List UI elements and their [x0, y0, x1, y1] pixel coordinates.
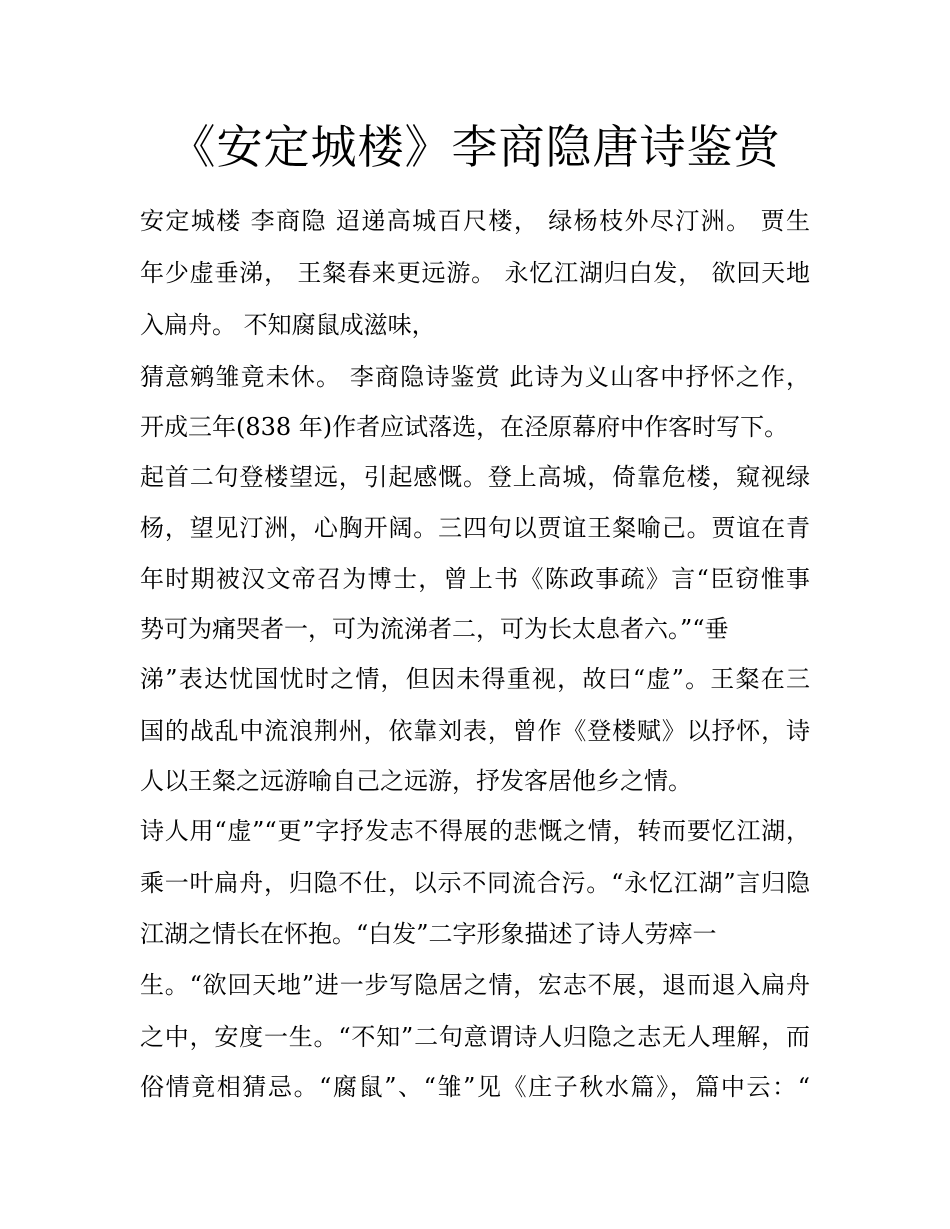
body-line: 杨，望见汀洲，心胸开阔。三四句以贾谊王粲喻己。贾谊在青 — [140, 514, 810, 542]
body-line: 开成三年(838 年)作者应试落选，在泾原幕府中作客时写下。 — [140, 413, 789, 441]
body-line: 生。“欲回天地”进一步写隐居之情，宏志不展，退而退入扁舟 — [140, 971, 810, 999]
body-line: 之中，安度一生。“不知”二句意谓诗人归隐之志无人理解，而 — [140, 1023, 810, 1051]
body-line: 猜意鹓雏竟未休。 李商隐诗鉴赏 此诗为义山客中抒怀之作， — [140, 363, 810, 391]
body-line: 安定城楼 李商隐 迢递高城百尺楼， 绿杨枝外尽汀洲。 贾生 — [140, 207, 810, 235]
body-line: 诗人用“虚”“更”字抒发志不得展的悲慨之情，转而要忆江湖， — [140, 817, 810, 845]
body-line: 乘一叶扁舟，归隐不仕，以示不同流合污。“永忆江湖”言归隐 — [140, 869, 810, 897]
body-line: 俗情竟相猜忌。“腐鼠”、“雏”见《庄子秋水篇》，篇中云：“ — [140, 1073, 810, 1101]
body-line: 江湖之情长在怀抱。“白发”二字形象描述了诗人劳瘁一 — [140, 920, 717, 948]
body-line: 涕”表达忧国忧时之情，但因未得重视，故曰“虚”。王粲在三 — [140, 665, 810, 693]
body-line: 起首二句登楼望远，引起感慨。登上高城，倚靠危楼，窥视绿 — [140, 463, 810, 491]
body-line: 国的战乱中流浪荆州，依靠刘表，曾作《登楼赋》以抒怀，诗 — [140, 717, 810, 745]
body-line: 人以王粲之远游喻自己之远游，抒发客居他乡之情。 — [140, 767, 692, 795]
body-line: 年少虚垂涕， 王粲春来更远游。 永忆江湖归白发， 欲回天地 — [140, 259, 810, 287]
body-line: 势可为痛哭者一，可为流涕者二，可为长太息者六。”“垂 — [140, 615, 729, 643]
body-line: 年时期被汉文帝召为博士，曾上书《陈政事疏》言“臣窃惟事 — [140, 565, 810, 593]
body-line: 入扁舟。 不知腐鼠成滋味， — [140, 311, 436, 339]
document-title: 《安定城楼》李商隐唐诗鉴赏 — [169, 120, 781, 174]
